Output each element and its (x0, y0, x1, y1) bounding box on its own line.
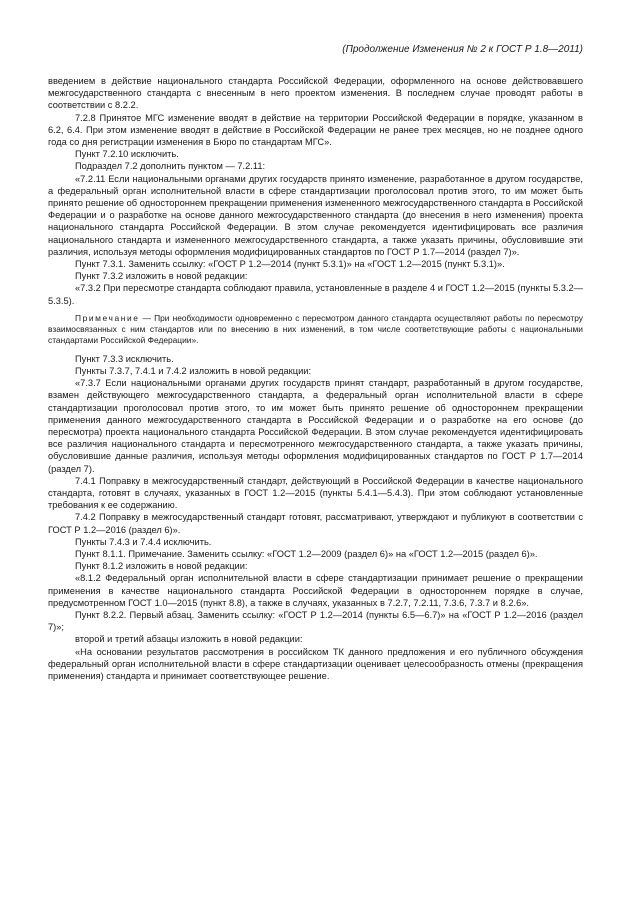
paragraph: Пункты 7.4.3 и 7.4.4 исключить. (75, 536, 212, 547)
paragraph: Пункт 8.2.2. Первый абзац. Заменить ссылку: «ГОСТ Р 1.2—2014 (пункты 6.5—6.7)» на «ГОСТ Р 1.2—2016 (раздел 7)»; (48, 610, 583, 633)
paragraph: Пункт 7.3.3 исключить. (75, 353, 174, 364)
note-paragraph (48, 313, 583, 347)
paragraph: Пункт 8.1.1. Примечание. Заменить ссылку: «ГОСТ 1.2—2009 (раздел 6)» на «ГОСТ 1.2—2015 (раздел 6)». (75, 549, 538, 559)
paragraph: «7.2.11 Если национальными органами других государств принято изменение, разработанное в другом государстве, а федеральный орган исполнительной власти в сфере стандартизации проголосовал против этого, то им может быть принято решение об одностороннем прекращении применения измененного межгосударственного стандарта в Российской Федерации и о разработке на основе данного межгосударственного стандарта (до внесения в него изменения) проекта национального стандарта Российской Федерации. В этом случае рекомендуется идентифицировать все различия национального стандарта и измененного межгосударственного стандарта, а также указать причины, обусловившие эти различия, используя методы оформления модифицированных стандартов по ГОСТ Р 1.7—2014 (раздел 7)». (48, 173, 583, 257)
paragraph: «На основании результатов рассмотрения в российском ТК данного предложения и его публичного обсуждения федеральный орган исполнительной власти в сфере стандартизации оценивает целесообразность отмены (прекращения применения) стандарта и принимает соответствующее решение. (48, 646, 583, 682)
paragraph: «8.1.2 Федеральный орган исполнительной власти в сфере стандартизации принимает решение о прекращении применения в качестве национального стандарта Российской Федерации в одностороннем порядке в случае, предусмотренном ГОСТ 1.0—2015 (пункт 8.8), а также в случаях, указанных в 7.2.7, 7.2.11, 7.3.6, 7.3.7 и 8.2.6». (48, 573, 583, 608)
document-page (48, 44, 583, 682)
paragraph: Пункт 8.1.2 изложить в новой редакции: (75, 561, 248, 572)
paragraph: введением в действие национального стандарта Российской Федерации, оформленного на основе действовавшего межгосударственного стандарта с внесенным в него проектом изменения. В последнем случае проводят работы в соответствии с 8.2.2. (48, 76, 583, 111)
paragraph: Пункт 7.3.2 изложить в новой редакции: (75, 271, 248, 282)
continuation-header: (Продолжение Изменения № 2 к ГОСТ Р 1.8—2011) (342, 44, 583, 55)
paragraph: второй и третий абзацы изложить в новой редакции: (75, 634, 303, 645)
paragraph: Пункт 7.2.10 исключить. (75, 149, 179, 160)
paragraph: Пункт 7.3.1. Заменить ссылку: «ГОСТ Р 1.2—2014 (пункт 5.3.1)» на «ГОСТ 1.2—2015 (пункт 5.3.1)». (75, 259, 505, 270)
paragraph: Пункты 7.3.7, 7.4.1 и 7.4.2 изложить в новой редакции: (75, 365, 312, 376)
paragraph: 7.2.8 Принятое МГС изменение вводят в действие на территории Российской Федерации в порядке, указанном в 6.2, 6.4. При этом изменение вводят в действие в Российской Федерации не ранее трех месяцев, но не позднее одного года со дня регистрации изменения в Бюро по стандартам МГС». (48, 112, 583, 148)
paragraph: «7.3.7 Если национальными органами других государств принят стандарт, разработанный в другом государстве, взамен действующего межгосударственного стандарта, а федеральный орган исполнительной власти в сфере стандартизации проголосовал против этого, то им может быть принято решение об одностороннем прекращении применения данного межгосударственного стандарта в Российской Федерации и о разработке на его основе (до пересмотра) проекта национального стандарта Российской Федерации. В этом случае рекомендуется идентифицировать все различия национального стандарта и пересмотренного межгосударственного стандарта, а также указать причины, обусловившие данные различия, используя методы оформления модифицированных стандартов по ГОСТ Р 1.7—2014 (раздел 7). (48, 378, 583, 474)
note-text: — При необходимости одновременно с пересмотром данного стандарта осуществляют работы по пересмотру взаимосвязанных с ним стандартов или по внесению в них изменений, в том числе соответствующие работы с национальными стандартами Российской Федерации». (48, 312, 583, 346)
paragraph: 7.4.1 Поправку в межгосударственный стандарт, действующий в Российской Федерации в качестве национального стандарта, готовят в случаях, указанных в ГОСТ 1.2—2015 (пункты 5.4.1—5.4.3). При этом соблюдают установленные требования к ее содержанию. (48, 475, 583, 511)
paragraph: «7.3.2 При пересмотре стандарта соблюдают правила, установленные в разделе 4 и ГОСТ 1.2—2015 (пункты 5.3.2—5.3.5). (48, 283, 584, 306)
paragraph: 7.4.2 Поправку в межгосударственный стандарт готовят, рассматривают, утверждают и публикуют в соответствии с ГОСТ Р 1.2—2016 (раздел 6)». (48, 512, 583, 535)
paragraph: Подраздел 7.2 дополнить пунктом — 7.2.11: (75, 161, 266, 172)
note-label: Примечание (75, 312, 140, 323)
